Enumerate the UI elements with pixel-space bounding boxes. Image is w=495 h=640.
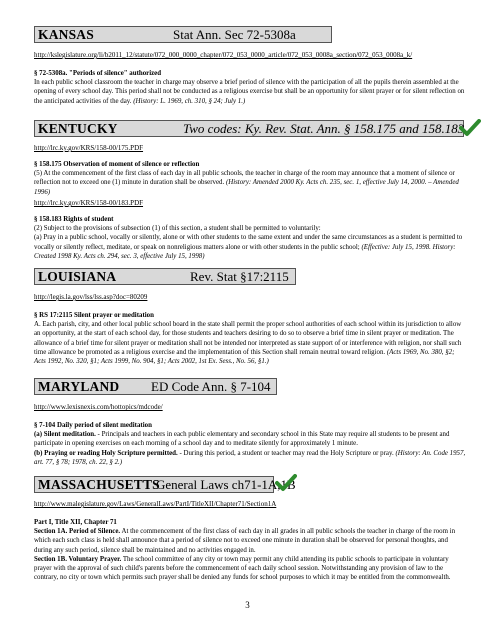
- statute-link[interactable]: http://www.lexisnexis.com/hottopics/mdcode/: [34, 403, 163, 411]
- section-heading: § RS 17:2115 Silent prayer or meditation: [34, 312, 154, 319]
- section-heading: § 158.175 Observation of moment of silence or reflection: [34, 161, 200, 168]
- state-name: MASSACHUSETTS: [38, 476, 160, 492]
- statute-code: General Laws ch71-1A,1B: [156, 476, 296, 492]
- maryland-section: [34, 421, 466, 467]
- section-body: (5) At the commencement of the first class of each day in all public schools, the teacher in charge of the room may announce that a moment of silence or reflection not to exceed one (1) minute in duration shall be observed. (History: Amended 2000 Ky. Acts ch. 235, sec. 1, effective July 14, 2000. – Amended 1996): [34, 170, 459, 196]
- checkmark-icon: [459, 119, 481, 137]
- louisiana-section: [34, 311, 466, 366]
- section-heading: § 72-5308a. "Periods of silence" authorized: [34, 70, 162, 77]
- statute-code: Rev. Stat §17:2115: [190, 268, 289, 284]
- statute-code: ED Code Ann. § 7-104: [151, 378, 271, 394]
- state-name: LOUISIANA: [38, 268, 117, 284]
- history-note: (Effective: July 15, 1998. History: Created 1998 Ky. Acts ch. 294, sec. 3, effective July 15, 1998): [34, 243, 456, 260]
- statute-link[interactable]: http://lrc.ky.gov/KRS/158-00/183.PDF: [34, 199, 144, 207]
- kentucky-header: [34, 120, 464, 137]
- section-body: (a) Pray in a public school, vocally or silently, alone or with other students to the same extent and under the same circumstances as a student is permitted to vocally or silently reflect, meditate, or speak on nonreligious matters alone or with other students in the public school; (Effective: July 15, 1998. History: Created 1998 Ky. Acts ch. 294, sec. 3, effective July 15, 1998): [34, 234, 463, 260]
- section-body: (2) Subject to the provisions of subsection (1) of this section, a student shall be permitted to voluntarily:: [34, 225, 321, 233]
- section-body: In each public school classroom the teacher in charge may observe a brief period of silence with the participation of all the pupils therein assembled at the opening of every school day. This period shall not be conducted as a religious exercise but shall be an opportunity for silent prayer or for silent reflection on the anticipated activities of the day. (History: L. 1969, ch. 310, § 24; July 1.): [34, 79, 465, 105]
- page-number: 3: [245, 600, 250, 610]
- massachusetts-header: [34, 476, 296, 493]
- statute-link[interactable]: http://kslegislature.org/li/b2011_12/statute/072_000_0000_chapter/072_053_0000_article/072_053_0008a_section/072_053_0008a_k/: [34, 51, 413, 59]
- history-note: (History: Amended 2000 Ky. Acts ch. 235, sec. 1, effective July 14, 2000. – Amended 1996): [34, 179, 459, 196]
- kansas-section: [34, 69, 466, 106]
- kansas-header: [34, 26, 332, 43]
- checkmark-icon: [275, 474, 297, 492]
- louisiana-header: [34, 268, 296, 285]
- massachusetts-section: [34, 518, 466, 582]
- statute-link[interactable]: http://legis.la.gov/lss/lss.asp?doc=80209: [34, 293, 148, 301]
- statute-code: Two codes: Ky. Rev. Stat. Ann. § 158.175 and 158.183: [183, 120, 465, 136]
- maryland-header: [34, 378, 277, 395]
- history-note: (History: An. Code 1957, art. 77, § 78; 1978, ch. 22, § 2.): [34, 449, 466, 466]
- statute-link[interactable]: http://www.malegislature.gov/Laws/GeneralLaws/PartI/TitleXII/Chapter71/Section1A: [34, 500, 277, 508]
- state-name: KENTUCKY: [38, 120, 118, 136]
- section-body: Section 1B. Voluntary Prayer. The school committee of any city or town may permit any child attending its public schools to participate in voluntary prayer with the approval of such child's parents before the commencement of each daily school session. Notwithstanding any provision of law to the contrary, no city or town which permits such prayer shall be denied any funds for school purposes to which it may be entitled from the commonwealth.: [34, 555, 451, 582]
- section-body: A. Each parish, city, and other local public school board in the state shall permit the proper school authorities of each school within its jurisdiction to allow an opportunity, at the start of each school day, for those students and teachers desiring to do so to observe a brief time in silent prayer or meditation. The allowance of a brief time for silent prayer or meditation shall not be intended nor interpreted as state support of or interference with religion, nor shall such time allowance be promoted as a religious exercise and the implementation of this Section shall remain neutral toward religion. (Acts 1969, No. 380, §2; Acts 1992, No. 320, §1; Acts 1999, No. 904, §1; Acts 2002, 1st Ex. Sess., No. 56, §1.): [34, 321, 462, 366]
- section-body: (a) Silent meditation. - Principals and teachers in each public elementary and secondary school in this State may require all students to be present and participate in opening exercises on each morning of a school day and to meditate silently for approximately 1 minute.: [34, 431, 450, 448]
- state-name: KANSAS: [38, 26, 94, 42]
- kentucky-section-175: [34, 160, 466, 197]
- section-heading: Part I, Title XII, Chapter 71: [34, 519, 117, 526]
- section-body: (b) Praying or reading Holy Scripture permitted. - During this period, a student or teacher may read the Holy Scripture or pray. (History: An. Code 1957, art. 77, § 78; 1978, ch. 22, § 2.): [34, 449, 466, 466]
- section-heading: § 158.183 Rights of student: [34, 216, 114, 223]
- history-note: (History: L. 1969, ch. 310, § 24; July 1.): [133, 97, 246, 105]
- history-note: (Acts 1969, No. 380, §2; Acts 1992, No. 320, §1; Acts 1999, No. 904, §1; Acts 2002, 1st Ex. Sess., No. 56, §1.): [34, 348, 455, 366]
- statute-code: Stat Ann. Sec 72-5308a: [173, 26, 296, 42]
- kentucky-section-183: [34, 215, 466, 261]
- state-name: MARYLAND: [38, 378, 120, 394]
- section-body: Section 1A. Period of Silence. At the commencement of the first class of each day in all grades in all public schools the teacher in charge of the room in which each such class is held shall announce that a period of silence not to exceed one minute in duration shall be observed for personal thoughts, and during any such period, silence shall be maintained and no activities engaged in.: [34, 528, 456, 554]
- section-heading: § 7-104 Daily period of silent meditation: [34, 422, 152, 429]
- statute-link[interactable]: http://lrc.ky.gov/KRS/158-00/175.PDF: [34, 144, 144, 152]
